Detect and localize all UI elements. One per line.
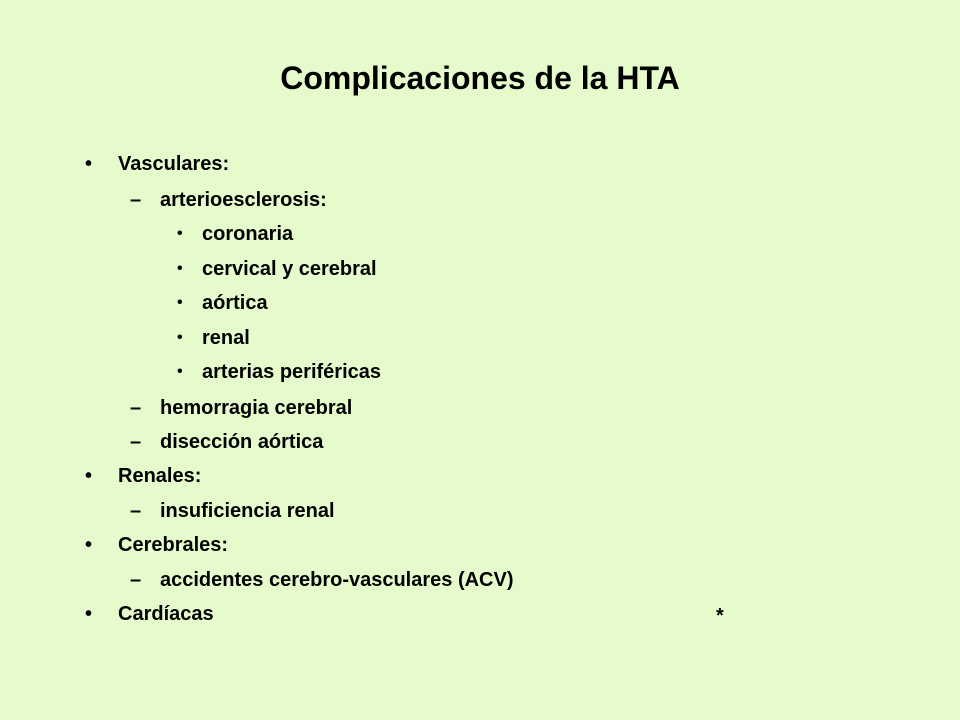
list-item-text: coronaria (202, 223, 294, 245)
list-item-cervical-cerebral (177, 257, 377, 281)
bullet-marker: • (177, 294, 183, 311)
list-item-text: arterioesclerosis: (160, 189, 327, 211)
list-item-text: aórtica (202, 292, 268, 314)
list-item-coronaria (177, 222, 294, 246)
list-item-cerebrales (85, 533, 229, 557)
bullet-marker: • (85, 465, 93, 487)
list-item-aortica (177, 291, 268, 315)
dash-marker: – (130, 500, 142, 522)
list-item-cardiacas (85, 602, 214, 626)
bullet-marker: • (177, 225, 183, 242)
dash-marker: – (130, 189, 142, 211)
list-item-insuficiencia-renal (130, 499, 335, 523)
list-item-text: Cerebrales: (118, 534, 229, 556)
slide-title: Complicaciones de la HTA (280, 60, 680, 96)
list-item-text: disección aórtica (160, 431, 324, 453)
list-item-vasculares (85, 152, 230, 176)
list-item-text: accidentes cerebro-vasculares (ACV) (160, 569, 514, 591)
bullet-marker: • (177, 260, 183, 277)
dash-marker: – (130, 569, 142, 591)
list-item-text: arterias periféricas (202, 361, 382, 383)
list-item-text: insuficiencia renal (160, 500, 335, 522)
footnote-mark: * (716, 605, 724, 627)
list-item-arterias-perifericas (177, 360, 382, 384)
list-item-hemorragia-cerebral (130, 396, 353, 420)
list-item-diseccion-aortica (130, 430, 324, 454)
list-item-renal (177, 326, 250, 350)
bullet-marker: • (85, 534, 93, 556)
bullet-marker: • (85, 153, 93, 175)
list-item-text: hemorragia cerebral (160, 397, 353, 419)
dash-marker: – (130, 397, 142, 419)
list-item-renales (85, 464, 202, 488)
list-item-text: renal (202, 327, 250, 349)
bullet-marker: • (85, 603, 93, 625)
list-item-text: cervical y cerebral (202, 258, 377, 280)
bullet-marker: • (177, 363, 183, 380)
bullet-marker: • (177, 329, 183, 346)
list-item-text: Cardíacas (118, 603, 214, 625)
list-item-arterioesclerosis (130, 188, 327, 212)
list-item-acv (130, 568, 514, 592)
dash-marker: – (130, 431, 142, 453)
list-item-text: Renales: (118, 465, 202, 487)
list-item-text: Vasculares: (118, 153, 230, 175)
